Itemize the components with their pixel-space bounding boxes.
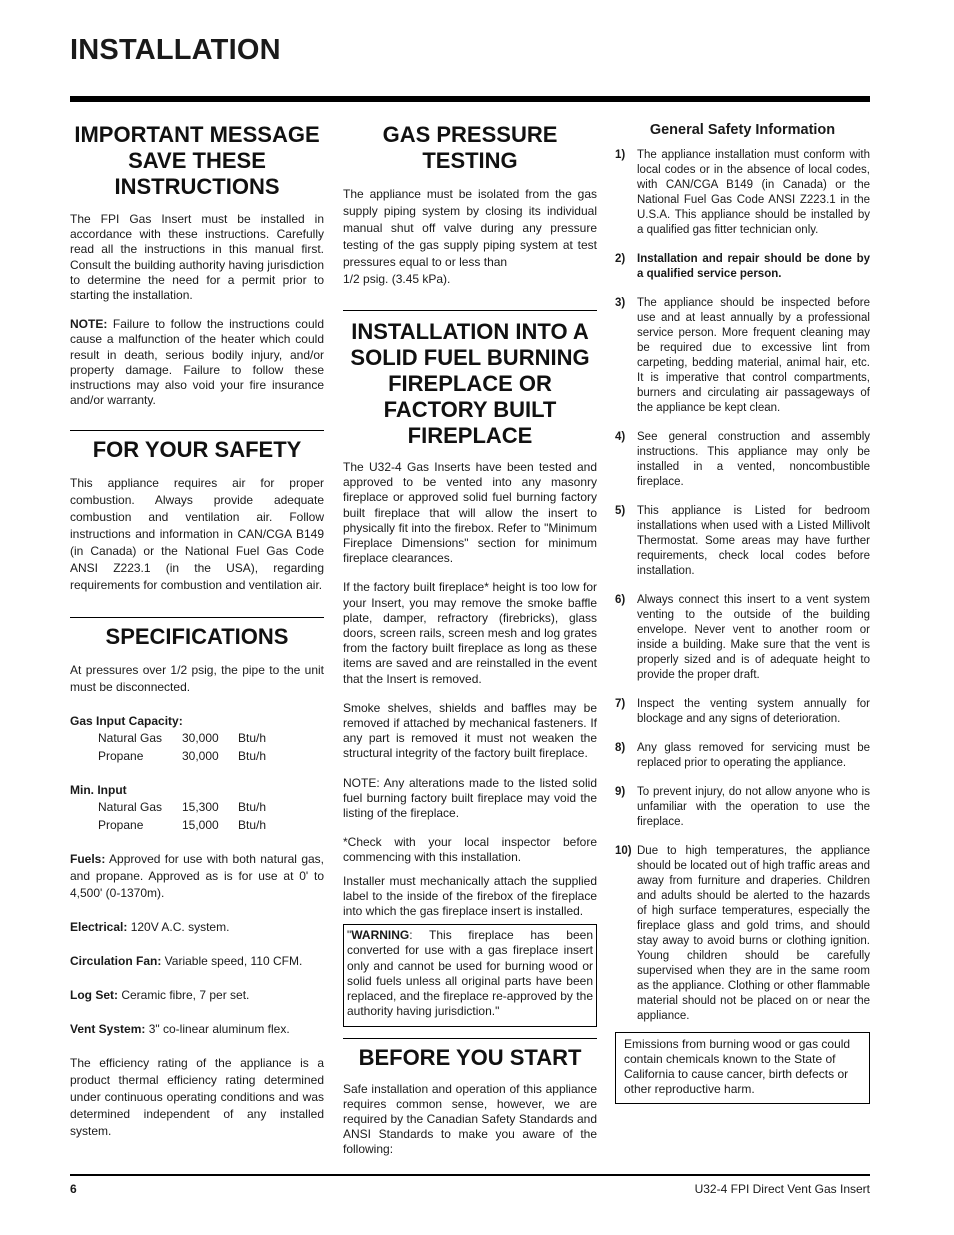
warning-quote: "	[347, 928, 352, 943]
item-text: The appliance installation must conform with local codes or in the absence of local codes, with CAN/CGA B149 (in Canada) or the National Fuel Gas Code ANSI Z223.1 in the U.S.A. This appliance should be installed by a qualified gas fitter technician only.	[637, 149, 870, 236]
warning-box	[343, 924, 597, 1026]
list-item	[615, 785, 870, 830]
logset-text: Ceramic fibre, 7 per set.	[118, 988, 250, 1003]
value-cell: 15,300	[182, 800, 219, 815]
solid-fuel-note: NOTE: Any alterations made to the listed solid fuel burning factory built fireplace may void the listing of the fireplace.	[343, 775, 597, 821]
item-text: Inspect the venting system annually for blockage and any signs of deterioration.	[637, 698, 870, 725]
gas-pressure-heading: GAS PRESSURE TESTING	[382, 122, 558, 173]
before-you-start-paragraph: Safe installation and operation of this appliance requires common sense, however, we are required by the Canadian Safety Standards and ANSI Standards to make you aware of the following:	[343, 1081, 597, 1157]
table-row	[98, 817, 266, 835]
item-number: 2)	[615, 253, 626, 265]
gas-pressure-paragraph: The appliance must be isolated from the gas supply piping system by closing its individual manual shut off valve during any pressure testing of the gas supply piping system at test pressures equal to or less than	[343, 187, 597, 269]
item-number: 6)	[615, 594, 626, 606]
footer-doc-title: U32-4 FPI Direct Vent Gas Insert	[694, 1182, 870, 1196]
fuel-cell: Propane	[98, 817, 144, 832]
electrical-text: 120V A.C. system.	[127, 920, 230, 935]
min-input-table	[98, 799, 266, 834]
before-you-start-heading: BEFORE YOU START	[358, 1044, 582, 1070]
item-number: 9)	[615, 786, 626, 798]
solid-fuel-p1: The U32-4 Gas Inserts have been tested and approved to be vented into any masonry fireplace or approved solid fuel burning factory built fireplace that will allow the insert to physically fit into the firebox. Refer to "Minimum Fireplace Dimensions" section for minimum fireplace clearances.	[343, 460, 597, 566]
warning-body: : This fireplace has been converted for use with a gas fireplace insert only and cannot be used for burning wood or solid fuels unless all original parts have been replaced, and the fireplace re-approved by the authority having jurisdiction."	[347, 928, 593, 1019]
list-item	[615, 504, 870, 579]
item-number: 7)	[615, 698, 626, 710]
section-rule	[70, 617, 324, 618]
gas-input-label: Gas Input Capacity:	[70, 714, 183, 729]
section-rule	[70, 430, 324, 431]
safety-list	[615, 148, 870, 1024]
item-number: 4)	[615, 431, 626, 443]
solid-fuel-p3: Smoke shelves, shields and baffles may be removed if attached by mechanical fasteners. If any part is removed it must not weaken the structural integrity of the factory built fireplace.	[343, 700, 597, 761]
list-item	[615, 148, 870, 238]
value-cell: 30,000	[182, 731, 219, 746]
table-row	[98, 799, 266, 817]
list-item	[615, 430, 870, 490]
list-item	[615, 697, 870, 727]
table-row	[98, 748, 266, 766]
solid-fuel-label-note: Installer must mechanically attach the supplied label to the inside of the firebox of the fireplace into which the gas fireplace insert is installed.	[343, 873, 597, 919]
item-number: 8)	[615, 742, 626, 754]
item-text: Installation and repair should be done by a qualified service person.	[637, 253, 870, 280]
item-text: Any glass removed for servicing must be replaced prior to operating the appliance.	[637, 742, 870, 769]
unit-cell: Btu/h	[238, 800, 267, 815]
item-text: Due to high temperatures, the appliance should be located out of high traffic areas and away from furniture and draperies. Children and adults should be alerted to the hazards of high surface temperatures, especially the fireplace glass and gold trims, and should stay away to avoid burns or clothing ignition. Young children should be carefully supervised when they are in the same room as the appliance. Clothing or other flammable material should not be placed on or near the appliance.	[637, 845, 870, 1022]
safety-paragraph: This appliance requires air for proper combustion. Always provide adequate combustion and ventilation air. Follow instructions and information in CAN/CGA B149 (in Canada) or the National Fuel Gas Code ANSI Z223.1 (in the USA), regarding requirements for combustion and ventilation air.	[70, 476, 324, 593]
solid-fuel-p2: If the factory built fireplace* height is too low for your Insert, you may remove the smoke baffle plate, damper, refractory (firebricks), glass doors, screen rails, screen mesh and log grates from the factory built fireplace as long as these items are saved and are reinstalled in the event that the Insert is removed.	[343, 580, 597, 686]
gas-pressure-paragraph-end: 1/2 psig. (3.45 kPa).	[343, 272, 451, 286]
list-item	[615, 844, 870, 1024]
value-cell: 30,000	[182, 748, 219, 763]
footer-rule	[70, 1174, 870, 1176]
column-middle	[343, 118, 597, 1158]
emissions-warning-text: Emissions from burning wood or gas could contain chemicals known to the State of California to cause cancer, birth defects or other reproductive harm.	[624, 1037, 851, 1096]
item-number: 10)	[615, 845, 632, 857]
unit-cell: Btu/h	[238, 748, 267, 763]
value-cell: 15,000	[182, 817, 219, 832]
item-number: 1)	[615, 149, 626, 161]
logset-spec	[70, 987, 324, 1004]
unit-cell: Btu/h	[238, 817, 267, 832]
warning-label: WARNING	[351, 928, 410, 943]
fuels-label: Fuels:	[70, 852, 106, 867]
list-item	[615, 741, 870, 771]
list-item	[615, 593, 870, 683]
important-heading: IMPORTANT MESSAGE SAVE THESE INSTRUCTIONS	[74, 122, 320, 199]
important-paragraph: The FPI Gas Insert must be installed in accordance with these instructions. Carefully read all the instructions in this manual first. Consult the building authority having jurisdiction to determine the need for a permit prior to starting the installation.	[70, 212, 324, 303]
fan-label: Circulation Fan:	[70, 954, 162, 969]
gas-input-table	[98, 730, 266, 765]
section-rule	[343, 1038, 597, 1039]
unit-cell: Btu/h	[238, 731, 267, 746]
item-number: 3)	[615, 297, 626, 309]
fan-spec	[70, 953, 324, 970]
section-rule	[343, 310, 597, 311]
solid-fuel-heading: INSTALLATION INTO A SOLID FUEL BURNING FIREPLACE OR FACTORY BUILT FIREPLACE	[350, 319, 590, 448]
note-text: Failure to follow the instructions could cause a malfunction of the heater which could result in death, serious bodily injury, and/or property damage. Failure to follow these instructions may also void your fire insurance and/or warranty.	[70, 317, 324, 408]
item-text: This appliance is Listed for bedroom installations when used with a Listed Millivolt Thermostat. Some areas may have further requirements, check local codes before installation.	[637, 505, 870, 577]
table-row	[98, 730, 266, 748]
min-input-label: Min. Input	[70, 783, 127, 798]
specs-intro: At pressures over 1/2 psig, the pipe to the unit must be disconnected.	[70, 663, 324, 695]
fuels-spec	[70, 851, 324, 902]
item-text: Always connect this insert to a vent system venting to the outside of the building envelope. Never vent to another room or inside a building. Make sure that the vent is properly sized and is of adequate height to provide the proper draft.	[637, 594, 870, 681]
efficiency-paragraph: The efficiency rating of the appliance is a product thermal efficiency rating determined under continuous operating conditions and was determined independent of any installed system.	[70, 1056, 324, 1139]
emissions-warning-box	[615, 1032, 870, 1104]
item-number: 5)	[615, 505, 626, 517]
fuel-cell: Natural Gas	[98, 731, 163, 746]
fan-text: Variable speed, 110 CFM.	[161, 954, 303, 969]
warning-text	[347, 928, 593, 1019]
list-item	[615, 296, 870, 416]
electrical-label: Electrical:	[70, 920, 128, 935]
solid-fuel-check: *Check with your local inspector before commencing with this installation.	[343, 835, 597, 865]
item-text: The appliance should be inspected before use and at least annually by a professional service person. More frequent cleaning may be required due to excessive lint from carpeting, bedding material, animal hair, etc. It is imperative that control compartments, burners and circulating air passageways of the appliance be kept clean.	[637, 297, 870, 414]
column-left	[70, 118, 324, 1140]
vent-spec	[70, 1021, 324, 1038]
logset-label: Log Set:	[70, 988, 118, 1003]
note-paragraph	[70, 317, 324, 408]
note-label: NOTE:	[70, 317, 108, 332]
fuel-cell: Natural Gas	[98, 800, 163, 815]
general-safety-heading: General Safety Information	[649, 122, 836, 138]
fuel-cell: Propane	[98, 748, 144, 763]
page-number: 6	[70, 1182, 77, 1196]
header-rule	[70, 96, 870, 102]
fuels-text: Approved for use with both natural gas, and propane. Approved as is for use at 0' to 4,500' (0-1370m).	[70, 852, 324, 901]
item-text: To prevent injury, do not allow anyone who is unfamiliar with the operation to use the fireplace.	[637, 786, 870, 828]
electrical-spec	[70, 919, 324, 936]
specifications-heading: SPECIFICATIONS	[105, 624, 289, 650]
list-item	[615, 252, 870, 282]
safety-heading: FOR YOUR SAFETY	[92, 437, 302, 463]
vent-label: Vent System:	[70, 1022, 146, 1037]
vent-text: 3" co-linear aluminum flex.	[145, 1022, 290, 1037]
item-text: See general construction and assembly instructions. This appliance may only be installed in a vented, noncombustible fireplace.	[637, 431, 870, 488]
column-right	[615, 118, 870, 1104]
page-title: INSTALLATION	[70, 34, 281, 66]
